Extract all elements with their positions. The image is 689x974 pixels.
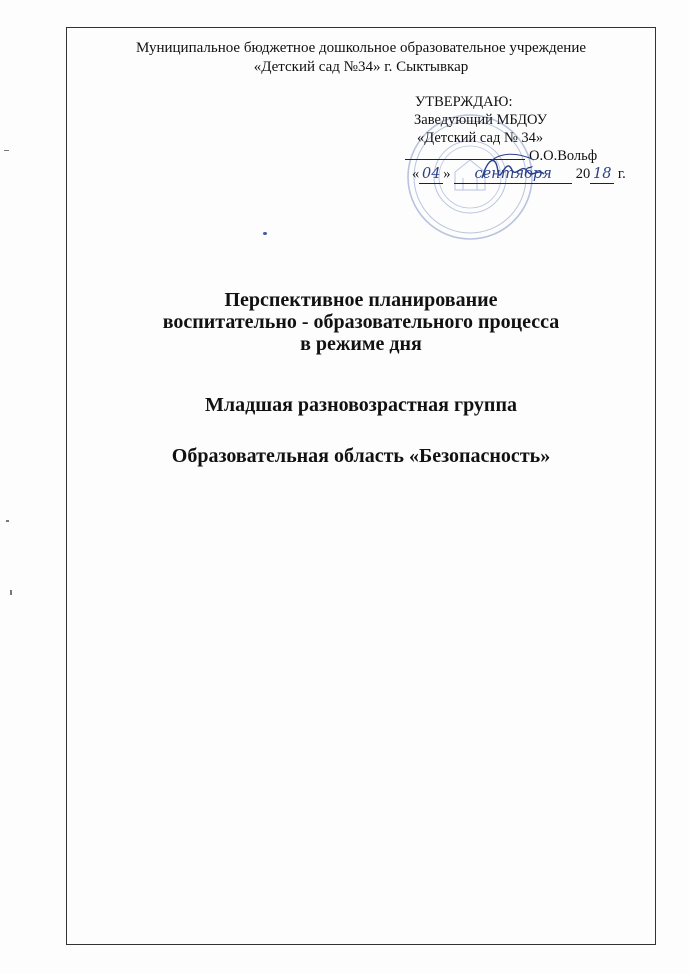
date-day: 04 [419,165,443,184]
institution-line-1: Муниципальное бюджетное дошкольное образовательное учреждение [136,40,586,56]
approval-block [405,93,655,184]
margin-mark [4,150,9,151]
margin-mark [10,590,12,595]
scan-speck [263,232,267,235]
title-line-2: воспитательно - образовательного процесса [162,311,560,333]
title-line-3: в режиме дня [300,333,422,355]
group-name: Младшая разновозрастная группа [205,394,517,416]
approver-name: О.О.Вольф [529,148,598,164]
approve-label: УТВЕРЖДАЮ: [415,94,513,110]
signature-row [405,147,655,165]
margin-mark [6,520,9,522]
approval-date [405,165,655,184]
educational-area: Образовательная область «Безопасность» [171,445,551,467]
signature-line [405,159,525,160]
approver-organization: «Детский сад № 34» [417,130,544,146]
date-year-prefix: 20 [575,166,591,182]
date-open-quote: « [412,166,420,182]
document-title [66,289,656,355]
approver-position: Заведующий МБДОУ [414,112,547,128]
date-month: сентября [454,165,572,184]
title-line-1: Перспективное планирование [224,289,498,311]
date-close-quote: » [443,166,451,182]
institution-line-2: «Детский сад №34» г. Сыктывкар [253,59,469,75]
date-year-unit: г. [617,166,626,182]
institution-header [66,39,656,77]
date-year-suffix: 18 [590,165,614,184]
